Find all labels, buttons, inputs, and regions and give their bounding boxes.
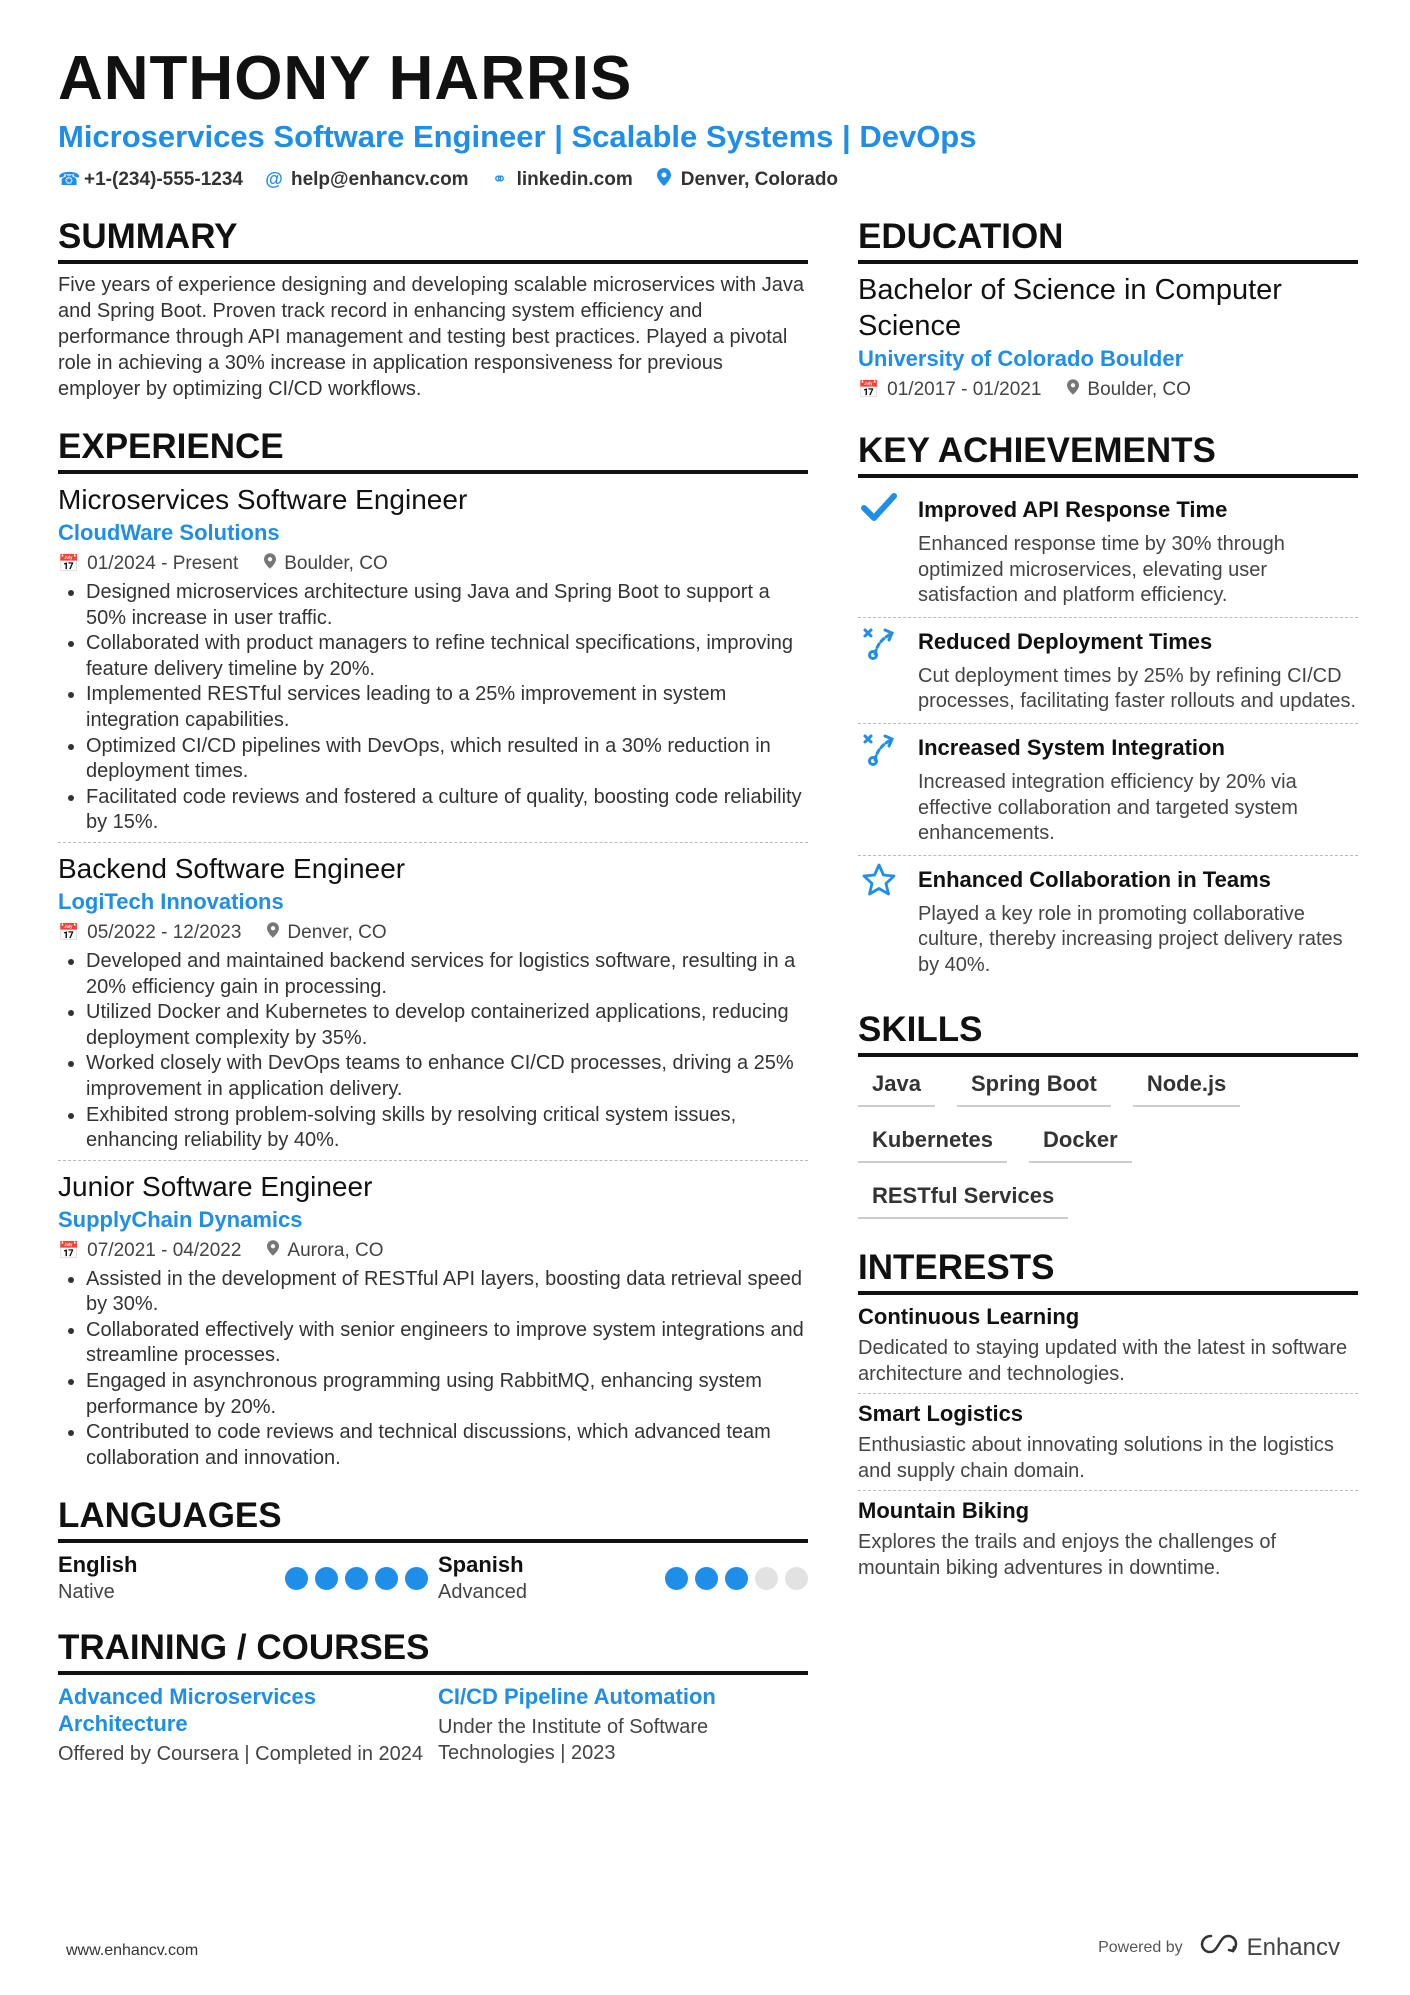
email-text: help@enhancv.com bbox=[290, 168, 469, 190]
job-dates: 05/2022 - 12/2023 bbox=[87, 921, 242, 943]
education-location: Boulder, CO bbox=[1087, 379, 1191, 400]
brand-name: Enhancv bbox=[1246, 1933, 1340, 1961]
job-meta bbox=[58, 550, 808, 578]
interest-desc: Enthusiastic about innovating solutions in the logistics and supply chain domain. bbox=[858, 1433, 1334, 1482]
achievements-title: KEY ACHIEVEMENTS bbox=[858, 430, 1358, 478]
contact-location bbox=[655, 168, 838, 191]
location-icon bbox=[267, 919, 279, 947]
job-dates: 07/2021 - 04/2022 bbox=[87, 1239, 242, 1261]
languages-title: LANGUAGES bbox=[58, 1495, 808, 1543]
language-rating bbox=[665, 1567, 808, 1590]
rating-dot-filled bbox=[725, 1567, 748, 1590]
calendar-icon: 📅 bbox=[58, 1240, 80, 1260]
contact-linkedin[interactable] bbox=[491, 168, 633, 191]
location-icon bbox=[264, 550, 276, 578]
job-bullet: • Engaged in asynchronous programming using RabbitMQ, enhancing system performance by 20%. bbox=[86, 1369, 808, 1420]
achievement-title: Improved API Response Time bbox=[918, 497, 1228, 522]
job-bullet: • Collaborated with product managers to refine technical specifications, improving feature delivery timeline by 20%. bbox=[86, 631, 808, 682]
rating-dot-filled bbox=[285, 1567, 308, 1590]
location-text: Denver, Colorado bbox=[680, 168, 839, 190]
course-desc: Offered by Coursera | Completed in 2024 bbox=[58, 1743, 424, 1766]
course-title: Advanced Microservices Architecture bbox=[58, 1684, 317, 1737]
job-location: Aurora, CO bbox=[287, 1239, 384, 1261]
achievement-desc: Cut deployment times by 25% by refining CI/CD processes, facilitating faster rollouts and updates. bbox=[918, 664, 1357, 713]
skill-tag: Kubernetes bbox=[858, 1121, 1007, 1163]
candidate-tagline: Microservices Software Engineer | Scalable Systems | DevOps bbox=[58, 119, 977, 154]
calendar-icon: 📅 bbox=[58, 554, 80, 573]
job-company: SupplyChain Dynamics bbox=[58, 1206, 303, 1232]
at-icon: @ bbox=[265, 169, 283, 189]
achievement-desc: Enhanced response time by 30% through optimized microservices, elevating user satisfaction and platform efficiency. bbox=[918, 533, 1285, 607]
route-icon bbox=[858, 730, 900, 847]
skills-title: SKILLS bbox=[858, 1009, 1358, 1057]
star-icon bbox=[858, 862, 900, 979]
rating-dot-filled bbox=[405, 1567, 428, 1590]
job-entry bbox=[58, 482, 808, 836]
course-desc: Under the Institute of Software Technologies | 2023 bbox=[438, 1716, 709, 1765]
job-bullet: • Developed and maintained backend services for logistics software, resulting in a 20% efficiency gain in processing. bbox=[86, 949, 808, 1000]
job-meta bbox=[58, 1237, 808, 1265]
course-title: CI/CD Pipeline Automation bbox=[438, 1684, 716, 1710]
training-title: TRAINING / COURSES bbox=[58, 1627, 808, 1675]
calendar-icon: 📅 bbox=[858, 380, 880, 399]
language-item bbox=[438, 1551, 808, 1605]
contact-phone[interactable] bbox=[58, 168, 243, 191]
course-item bbox=[438, 1683, 808, 1767]
education-degree: Bachelor of Science in Computer Science bbox=[858, 274, 1282, 342]
interest-desc: Dedicated to staying updated with the latest in software architecture and technologies. bbox=[858, 1336, 1348, 1385]
language-name: English bbox=[58, 1552, 138, 1578]
route-icon bbox=[858, 624, 900, 715]
job-bullet: • Facilitated code reviews and fostered a culture of quality, boosting code reliability by 15%. bbox=[86, 785, 808, 836]
interest-title: Continuous Learning bbox=[858, 1303, 1080, 1329]
summary-text: Five years of experience designing and developing scalable microservices with Java and Spring Boot. Proven track record in enhancing system efficiency and performance through API management and testing best practices. Played a pivotal role in achieving a 30% increase in application responsiveness for previous employer by optimizing CI/CD workflows. bbox=[58, 274, 804, 400]
job-bullet: • Designed microservices architecture using Java and Spring Boot to support a 50% increase in user traffic. bbox=[86, 580, 808, 631]
job-company: LogiTech Innovations bbox=[58, 888, 284, 914]
divider bbox=[858, 1393, 1358, 1394]
rating-dot-filled bbox=[375, 1567, 398, 1590]
interests-title: INTERESTS bbox=[858, 1247, 1358, 1295]
divider bbox=[58, 842, 808, 843]
calendar-icon: 📅 bbox=[58, 922, 80, 942]
rating-dot-filled bbox=[695, 1567, 718, 1590]
footer-website[interactable]: www.enhancv.com bbox=[66, 1942, 199, 1959]
job-title: Backend Software Engineer bbox=[58, 852, 406, 884]
course-item bbox=[58, 1683, 428, 1767]
interest-item bbox=[858, 1400, 1358, 1484]
right-column bbox=[858, 216, 1358, 1581]
job-bullets bbox=[58, 580, 808, 836]
linkedin-text: linkedin.com bbox=[516, 168, 633, 190]
job-title: Junior Software Engineer bbox=[58, 1170, 373, 1202]
job-bullet: • Contributed to code reviews and technical discussions, which advanced team collaboration and innovation. bbox=[86, 1420, 808, 1471]
interest-title: Smart Logistics bbox=[858, 1400, 1024, 1426]
divider bbox=[58, 1160, 808, 1161]
achievement-title: Enhanced Collaboration in Teams bbox=[918, 866, 1271, 892]
divider bbox=[858, 1490, 1358, 1491]
skill-tag: Node.js bbox=[1133, 1065, 1240, 1107]
footer-branding bbox=[1098, 1932, 1340, 1963]
skills-list bbox=[858, 1065, 1358, 1219]
left-column bbox=[58, 216, 808, 1767]
job-bullet: • Worked closely with DevOps teams to enhance CI/CD processes, driving a 25% improvement in application delivery. bbox=[86, 1051, 808, 1102]
job-bullet: • Implemented RESTful services leading to a 25% improvement in system integration capabilities. bbox=[86, 682, 808, 733]
interest-title: Mountain Biking bbox=[858, 1497, 1030, 1523]
achievement-title: Increased System Integration bbox=[918, 734, 1225, 760]
achievement-desc: Played a key role in promoting collaborative culture, thereby increasing project delivery rates by 40%. bbox=[918, 902, 1343, 976]
rating-dot-empty bbox=[755, 1567, 778, 1590]
education-meta bbox=[858, 376, 1358, 404]
interest-item bbox=[858, 1303, 1358, 1387]
job-entry bbox=[58, 1169, 808, 1472]
location-icon bbox=[267, 1237, 279, 1265]
phone-icon: ☎ bbox=[58, 169, 81, 189]
checkmark-icon bbox=[858, 492, 900, 609]
location-icon bbox=[1067, 376, 1079, 404]
education-dates: 01/2017 - 01/2021 bbox=[887, 379, 1042, 400]
powered-by-text: Powered by bbox=[1098, 1938, 1183, 1956]
header bbox=[58, 44, 1358, 191]
job-dates: 01/2024 - Present bbox=[87, 553, 239, 574]
achievement-title: Reduced Deployment Times bbox=[918, 628, 1213, 654]
job-location: Boulder, CO bbox=[284, 553, 388, 574]
achievement-item bbox=[858, 486, 1358, 617]
job-title: Microservices Software Engineer bbox=[58, 484, 468, 515]
location-icon bbox=[655, 168, 673, 191]
job-bullet: • Utilized Docker and Kubernetes to develop containerized applications, reducing deployment complexity by 35%. bbox=[86, 1000, 808, 1051]
language-item bbox=[58, 1551, 428, 1605]
phone-text: +1-(234)-555-1234 bbox=[84, 168, 243, 190]
courses-list bbox=[58, 1683, 808, 1767]
enhancv-logo-icon bbox=[1199, 1932, 1239, 1963]
job-bullet: • Assisted in the development of RESTful API layers, boosting data retrieval speed by 30%. bbox=[86, 1267, 808, 1318]
language-rating bbox=[285, 1567, 428, 1590]
summary-title: SUMMARY bbox=[58, 216, 808, 264]
brand[interactable] bbox=[1199, 1932, 1340, 1963]
interest-desc: Explores the trails and enjoys the challenges of mountain biking adventures in downtime. bbox=[858, 1530, 1277, 1579]
languages-list bbox=[58, 1551, 808, 1605]
skill-tag: Spring Boot bbox=[957, 1065, 1111, 1107]
job-entry bbox=[58, 851, 808, 1154]
education-title: EDUCATION bbox=[858, 216, 1358, 264]
achievement-item bbox=[858, 618, 1358, 723]
job-bullet: • Optimized CI/CD pipelines with DevOps, which resulted in a 30% reduction in deployment times. bbox=[86, 734, 808, 785]
link-icon: ⚭ bbox=[492, 169, 508, 189]
job-location: Denver, CO bbox=[287, 921, 387, 943]
candidate-name: ANTHONY HARRIS bbox=[58, 44, 633, 113]
job-company: CloudWare Solutions bbox=[58, 520, 280, 545]
rating-dot-filled bbox=[315, 1567, 338, 1590]
interest-item bbox=[858, 1497, 1358, 1581]
job-bullets bbox=[58, 1267, 808, 1472]
contact-email[interactable] bbox=[265, 168, 469, 191]
skill-tag: Docker bbox=[1029, 1121, 1132, 1163]
achievement-item bbox=[858, 856, 1358, 987]
language-name: Spanish bbox=[438, 1552, 524, 1578]
skill-tag: RESTful Services bbox=[858, 1177, 1068, 1219]
language-level: Native bbox=[58, 1581, 115, 1604]
contact-row bbox=[58, 168, 1358, 191]
job-bullets bbox=[58, 949, 808, 1154]
job-bullet: • Exhibited strong problem-solving skills by resolving critical system issues, enhancing reliability by 40%. bbox=[86, 1103, 808, 1154]
education-school: University of Colorado Boulder bbox=[858, 346, 1184, 371]
skill-tag: Java bbox=[858, 1065, 935, 1107]
job-meta bbox=[58, 919, 808, 947]
rating-dot-filled bbox=[345, 1567, 368, 1590]
rating-dot-empty bbox=[785, 1567, 808, 1590]
experience-title: EXPERIENCE bbox=[58, 426, 808, 474]
language-level: Advanced bbox=[438, 1581, 527, 1604]
achievement-item bbox=[858, 724, 1358, 855]
achievement-desc: Increased integration efficiency by 20% via effective collaboration and targeted system enhancements. bbox=[918, 770, 1298, 845]
job-bullet: • Collaborated effectively with senior engineers to improve system integrations and streamline processes. bbox=[86, 1318, 808, 1369]
rating-dot-filled bbox=[665, 1567, 688, 1590]
